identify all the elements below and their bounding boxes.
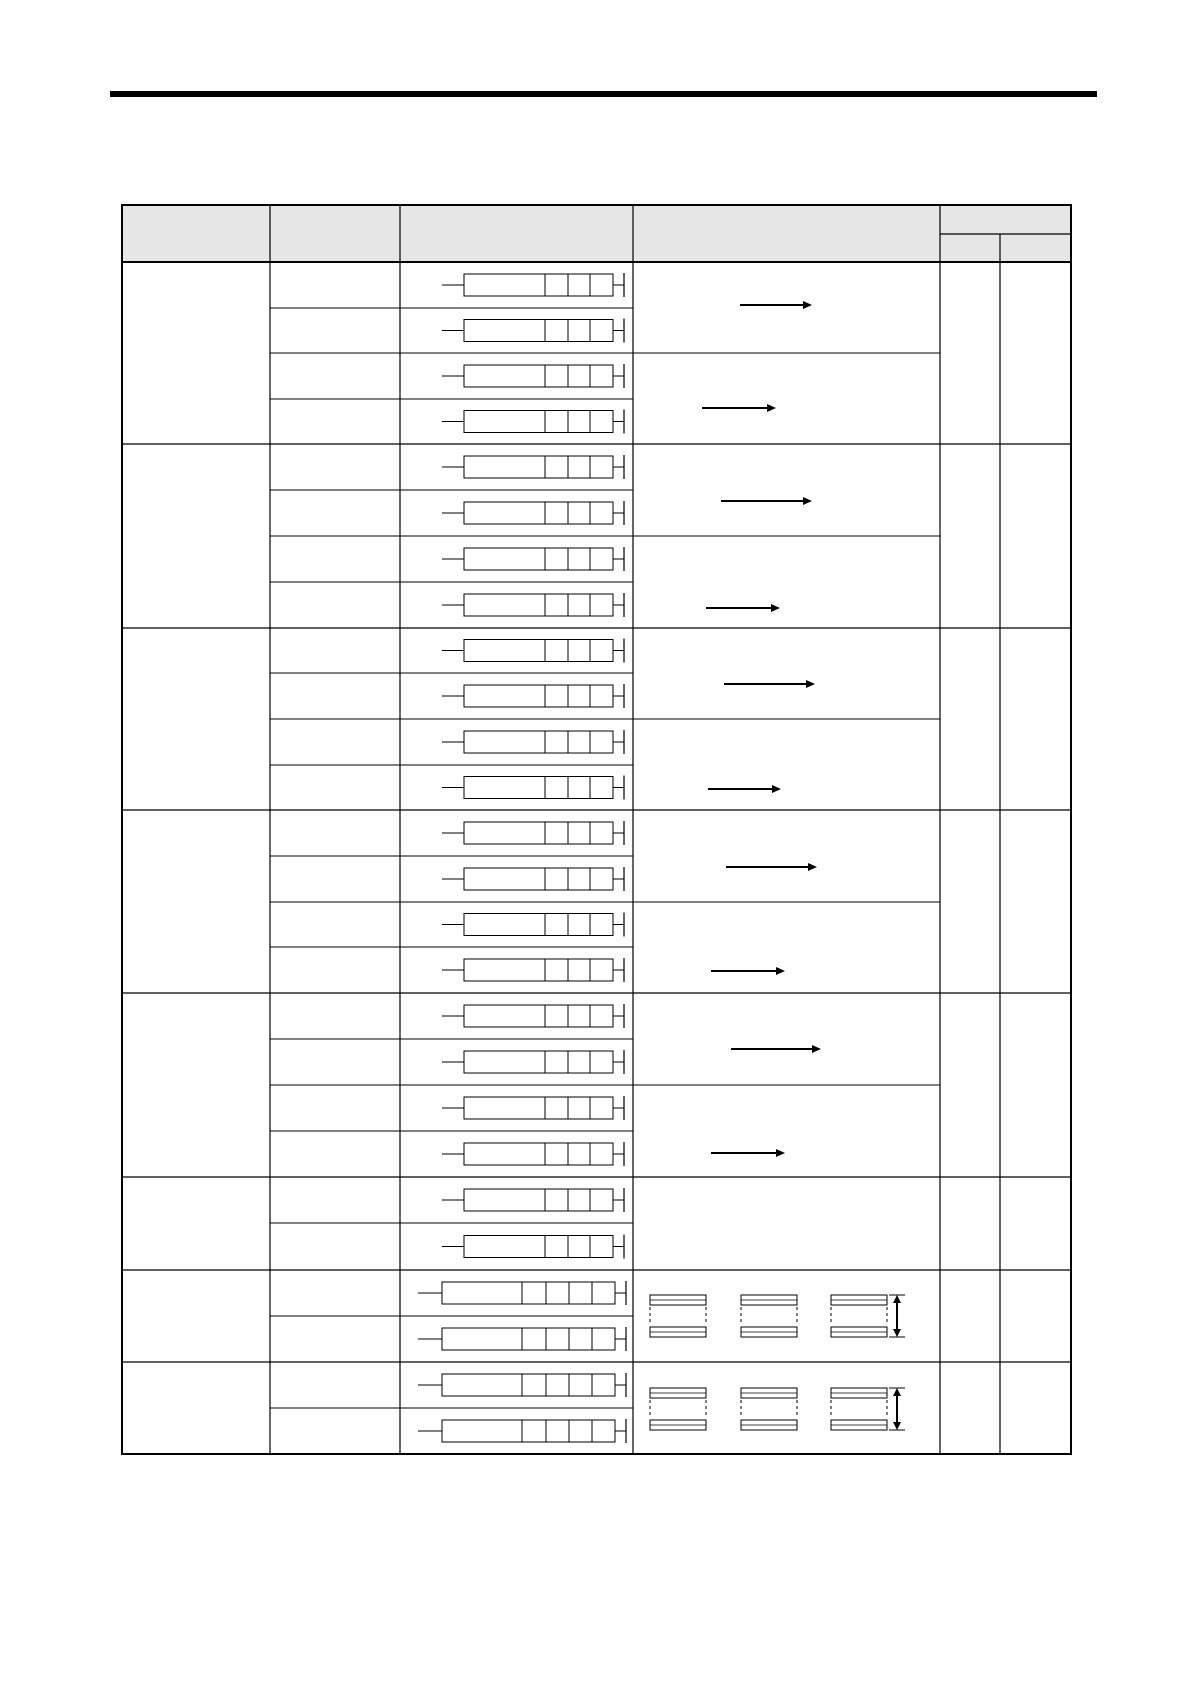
ladder-symbol: [442, 455, 624, 479]
ladder-symbol: [442, 730, 624, 754]
ladder-symbol: [442, 547, 624, 571]
ladder-symbol: [442, 958, 624, 982]
arrow-head: [767, 404, 776, 412]
instruction-box: [464, 1143, 613, 1165]
instruction-box: [464, 1051, 613, 1073]
data-block: [650, 1295, 706, 1337]
instruction-box: [464, 594, 613, 616]
instruction-box: [464, 274, 613, 296]
data-block: [741, 1295, 797, 1337]
arrow-head: [776, 967, 785, 975]
length-indicator: [889, 1295, 905, 1337]
instruction-box: [464, 1097, 613, 1119]
arrow-head: [772, 785, 781, 793]
instruction-box: [464, 777, 613, 799]
ladder-symbol: [442, 639, 624, 663]
arrow-head: [812, 1045, 821, 1053]
ladder-symbol: [442, 319, 624, 343]
length-head: [893, 1422, 901, 1430]
instruction-box: [464, 548, 613, 570]
transfer-arrow: [702, 404, 776, 412]
ladder-symbol: [442, 684, 624, 708]
transfer-arrow: [726, 863, 817, 871]
data-block: [831, 1388, 887, 1430]
instruction-box: [464, 822, 613, 844]
instruction-box: [464, 1005, 613, 1027]
header-background: [122, 205, 1071, 262]
ladder-symbol: [442, 1188, 624, 1212]
table-grid: [122, 205, 1071, 1454]
length-head: [893, 1329, 901, 1337]
arrow-head: [803, 497, 812, 505]
data-block: [831, 1295, 887, 1337]
length-head: [893, 1388, 901, 1396]
ladder-symbol: [442, 593, 624, 617]
instruction-box: [442, 1374, 615, 1396]
ladder-symbol: [442, 1004, 624, 1028]
instruction-box: [464, 731, 613, 753]
ladder-symbol: [442, 913, 624, 937]
arrow-head: [806, 680, 815, 688]
length-indicator: [889, 1388, 905, 1430]
ladder-symbol: [442, 273, 624, 297]
ladder-symbol: [442, 867, 624, 891]
instruction-box: [464, 365, 613, 387]
instruction-box: [464, 411, 613, 433]
transfer-arrow: [731, 1045, 821, 1053]
ladder-symbol: [418, 1373, 626, 1397]
transfer-arrow: [706, 604, 780, 612]
instruction-box: [464, 914, 613, 936]
data-block: [741, 1388, 797, 1430]
transfer-arrow: [711, 967, 785, 975]
ladder-symbol: [442, 1050, 624, 1074]
ladder-symbol: [442, 821, 624, 845]
ladder-symbol: [442, 776, 624, 800]
ladder-symbol: [442, 364, 624, 388]
table-border: [122, 205, 1071, 1454]
ladder-symbol: [442, 1142, 624, 1166]
arrow-head: [803, 301, 812, 309]
instruction-box: [442, 1282, 615, 1304]
instruction-box: [464, 1189, 613, 1211]
ladder-symbol: [418, 1327, 626, 1351]
ladder-symbol: [442, 1235, 624, 1259]
length-head: [893, 1295, 901, 1303]
operation-diagrams: [650, 301, 905, 1430]
instruction-box: [464, 959, 613, 981]
transfer-arrow: [724, 680, 815, 688]
instruction-box: [464, 502, 613, 524]
instruction-box: [464, 685, 613, 707]
ladder-symbol: [418, 1281, 626, 1305]
transfer-arrow: [740, 301, 812, 309]
arrow-head: [808, 863, 817, 871]
arrow-head: [776, 1149, 785, 1157]
instruction-box: [442, 1420, 615, 1442]
ladder-symbol: [442, 501, 624, 525]
instruction-box: [464, 640, 613, 662]
instruction-box: [464, 456, 613, 478]
instruction-box: [442, 1328, 615, 1350]
ladder-symbols: [418, 273, 626, 1443]
ladder-symbol: [442, 410, 624, 434]
transfer-arrow: [708, 785, 781, 793]
arrow-head: [771, 604, 780, 612]
data-block: [650, 1388, 706, 1430]
ladder-symbol: [442, 1096, 624, 1120]
instruction-box: [464, 868, 613, 890]
ladder-symbol: [418, 1419, 626, 1443]
instruction-box: [464, 320, 613, 342]
instruction-box: [464, 1236, 613, 1258]
transfer-arrow: [711, 1149, 785, 1157]
transfer-arrow: [721, 497, 812, 505]
